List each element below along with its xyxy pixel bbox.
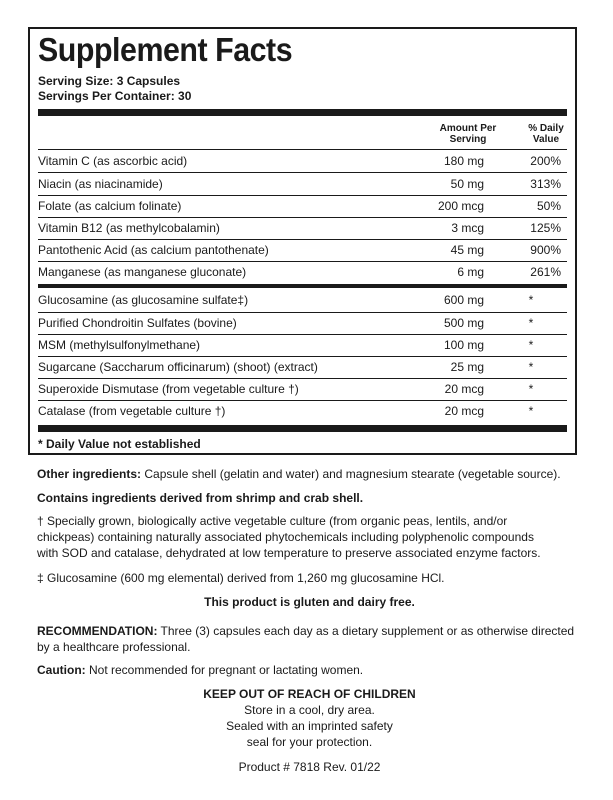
gluten-free-statement: This product is gluten and dairy free. [204,595,415,609]
storage-instructions: Store in a cool, dry area. [244,703,375,717]
recommendation: RECOMMENDATION: Three (3) capsules each day as a dietary supplement or as otherwise directed by a healthcare professional. [37,624,575,654]
nutrient-row: Pantothenic Acid (as calcium pantothenate) 45 mg 900% [38,243,561,257]
section-divider-rule [38,284,567,288]
nutrient-row: MSM (methylsulfonylmethane) 100 mg * [38,338,534,352]
seal-line-1: Sealed with an imprinted safety [226,719,393,733]
serving-size: Serving Size: 3 Capsules [38,74,181,88]
daily-value-footnote: * Daily Value not established [38,437,201,451]
bottom-divider-bar [38,425,567,432]
nutrient-row: Purified Chondroitin Sulfates (bovine) 500 mg * [38,316,534,330]
supplement-facts-panel [28,27,577,455]
allergen-statement: Contains ingredients derived from shrimp and crab shell. [37,491,364,505]
nutrient-row: Vitamin C (as ascorbic acid) 180 mg 200% [38,154,561,168]
storage-block [37,686,582,750]
servings-per-container: Servings Per Container: 30 [38,89,192,103]
seal-line-2: seal for your protection. [246,735,373,749]
nutrient-row: Catalase (from vegetable culture †) 20 mcg * [38,404,534,418]
nutrient-row: Superoxide Dismutase (from vegetable culture †) 20 mcg * [38,382,534,396]
dagger-footnote: † Specially grown, biologically active vegetable culture (from organic peas, lentils, and/or chickpeas) containing naturally associated phytochemicals including polyphenolic compounds with SOD and catalase, dehydrated at low temperature to preserve associated enzyme factors. [37,514,541,560]
nutrient-row: Manganese (as manganese gluconate) 6 mg 261% [38,265,561,279]
nutrient-row: Glucosamine (as glucosamine sulfate‡) 600 mg * [38,293,534,307]
double-dagger-footnote: ‡ Glucosamine (600 mg elemental) derived from 1,260 mg glucosamine HCl. [37,571,445,585]
other-ingredients: Other ingredients: Capsule shell (gelatin and water) and magnesium stearate (vegetable source). [37,467,561,481]
panel-title: Supplement Facts [38,31,293,68]
top-divider-bar [38,109,567,116]
column-header-amount: Amount Per Serving [439,123,497,145]
nutrient-row: Vitamin B12 (as methylcobalamin) 3 mcg 125% [38,221,561,235]
nutrient-row: Sugarcane (Saccharum officinarum) (shoot) (extract) 25 mg * [38,360,534,374]
column-header-daily-value: % Daily Value [528,123,564,145]
product-number: Product # 7818 Rev. 01/22 [238,760,381,774]
nutrient-row: Niacin (as niacinamide) 50 mg 313% [38,177,561,191]
caution-statement: Caution: Not recommended for pregnant or lactating women. [37,663,364,677]
nutrient-row: Folate (as calcium folinate) 200 mcg 50% [38,199,561,213]
keep-out-of-reach: KEEP OUT OF REACH OF CHILDREN [203,687,416,701]
